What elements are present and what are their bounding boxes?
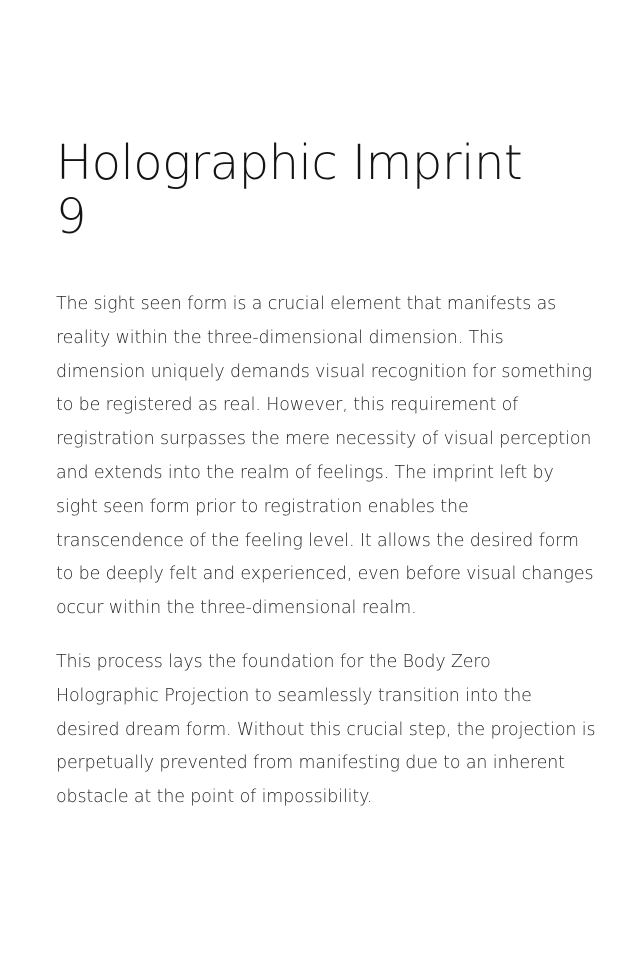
page-title-line-2: 9	[56, 189, 87, 245]
page-title-line-1: Holographic Imprint	[56, 135, 523, 191]
page-title	[56, 136, 596, 244]
paragraph-2: This process lays the foundation for the Body Zero Holographic Projection to seamlessly transition into the desired dream form. Without this crucial step, the projection is perpetually prevented from manifesting due to an inherent obstacle at the point of impossibility.	[56, 651, 596, 808]
article	[56, 136, 596, 815]
article-body	[56, 288, 596, 815]
paragraph-1: The sight seen form is a crucial element that manifests as reality within the three-dimensional dimension. This dimension uniquely demands visual recognition for something to be registered as real. However, this requirement of registration surpasses the mere necessity of visual perception and extends into the realm of feelings. The imprint left by sight seen form prior to registration enables the transcendence of the feeling level. It allows the desired form to be deeply felt and experienced, even before visual changes occur within the three-dimensional realm.	[56, 294, 594, 619]
